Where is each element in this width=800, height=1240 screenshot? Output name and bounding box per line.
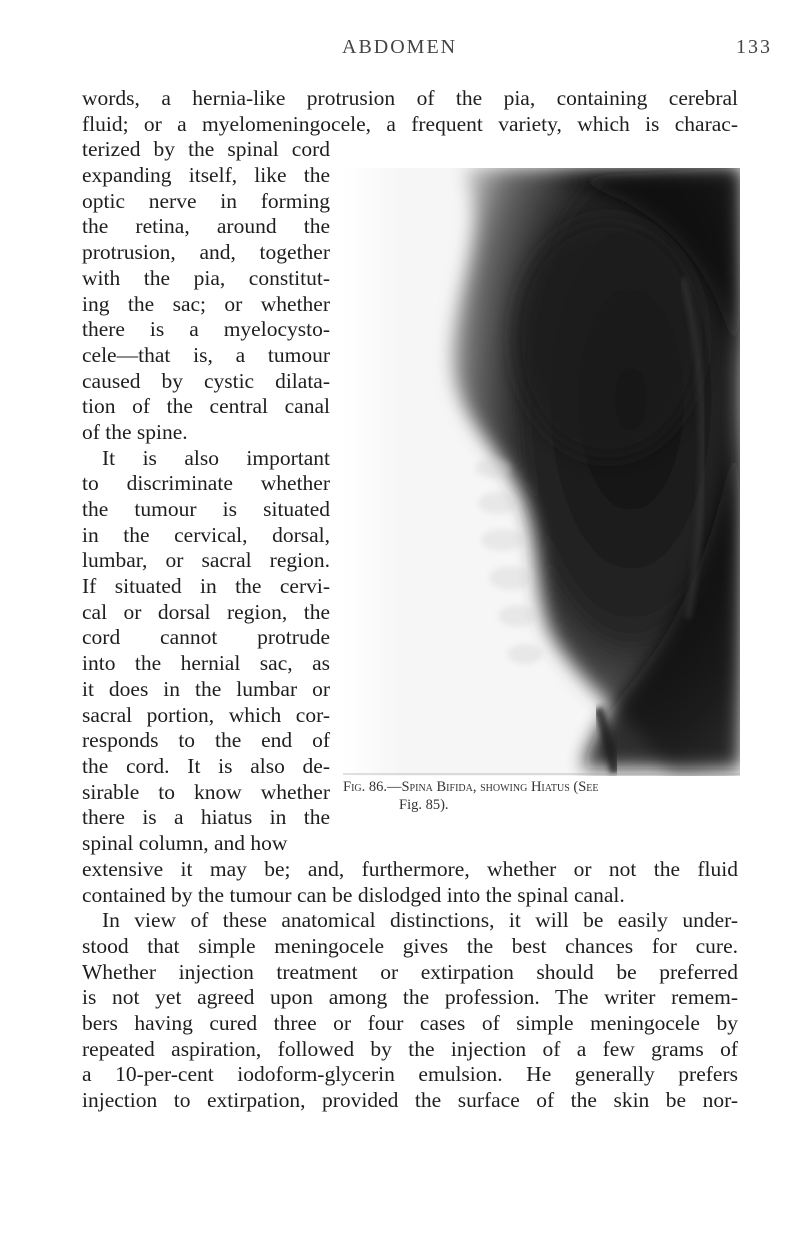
text-line: the tumour is situated xyxy=(82,497,330,522)
text-line: bers having cured three or four cases of simple meningocele by xyxy=(82,1011,738,1036)
text-line: In view of these anatomical distinctions, it will be easily under- xyxy=(102,908,738,933)
text-line: fluid; or a myelomeningocele, a frequent variety, which is charac- xyxy=(82,111,738,136)
text-line: lumbar, or sacral region. xyxy=(82,548,330,573)
text-line: a 10-per-cent iodoform-glycerin emulsion. He generally prefers xyxy=(82,1062,738,1087)
text-line: repeated aspiration, followed by the injection of a few grams of xyxy=(82,1036,738,1061)
text-line: there is a hiatus in the xyxy=(82,805,330,830)
text-line: it does in the lumbar or xyxy=(82,676,330,701)
text-line: sacral portion, which cor- xyxy=(82,702,330,727)
text-line: caused by cystic dilata- xyxy=(82,368,330,393)
figure-caption xyxy=(343,778,743,814)
text-line: stood that simple meningocele gives the best chances for cure. xyxy=(82,934,738,959)
paragraph-bottom xyxy=(82,831,738,1114)
text-line: cal or dorsal region, the xyxy=(82,599,330,624)
caption-line-2: Fig. 85). xyxy=(399,797,449,813)
xray-illustration xyxy=(343,168,740,776)
text-line: cord cannot protrude xyxy=(82,625,330,650)
page-number: 133 xyxy=(736,36,772,58)
text-line: the retina, around the xyxy=(82,214,330,239)
text-line: protrusion, and, together xyxy=(82,240,330,265)
text-line: extensive it may be; and, furthermore, whether or not the fluid xyxy=(82,856,738,881)
text-line: there is a myelocysto- xyxy=(82,317,330,342)
text-line: optic nerve in forming xyxy=(82,188,330,213)
text-line: is not yet agreed upon among the profession. The writer remem- xyxy=(82,985,738,1010)
text-line: sirable to know whether xyxy=(82,779,330,804)
figure-xray-image xyxy=(343,168,740,776)
text-line: words, a hernia-like protrusion of the pia, containing cerebral xyxy=(82,86,738,110)
running-head xyxy=(0,36,800,64)
text-line: ing the sac; or whether xyxy=(82,291,330,316)
text-line: the cord. It is also de- xyxy=(82,753,330,778)
text-line: If situated in the cervi- xyxy=(82,574,330,599)
text-line: terized by the spinal cord xyxy=(82,137,330,162)
caption-line-1: Fig. 86.—Spina Bifida, showing Hiatus (See xyxy=(343,779,599,795)
text-line: Whether injection treatment or extirpation should be preferred xyxy=(82,959,738,984)
text-line: tion of the central canal xyxy=(82,394,330,419)
text-line: into the hernial sac, as xyxy=(82,651,330,676)
text-line: of the spine. xyxy=(82,419,188,444)
text-line: in the cervical, dorsal, xyxy=(82,522,330,547)
paragraph-wrapped xyxy=(82,137,330,831)
paragraph-top xyxy=(82,86,738,137)
text-line: responds to the end of xyxy=(82,728,330,753)
text-line: contained by the tumour can be dislodged into the spinal canal. xyxy=(82,882,625,907)
text-line: to discriminate whether xyxy=(82,471,330,496)
text-line: It is also important xyxy=(102,445,330,470)
text-line: expanding itself, like the xyxy=(82,163,330,188)
text-line: with the pia, constitut- xyxy=(82,265,330,290)
running-head-title: ABDOMEN xyxy=(342,36,458,58)
text-line: cele—that is, a tumour xyxy=(82,342,330,367)
text-line: injection to extirpation, provided the surface of the skin be nor- xyxy=(82,1088,738,1113)
text-line: spinal column, and how xyxy=(82,831,288,856)
